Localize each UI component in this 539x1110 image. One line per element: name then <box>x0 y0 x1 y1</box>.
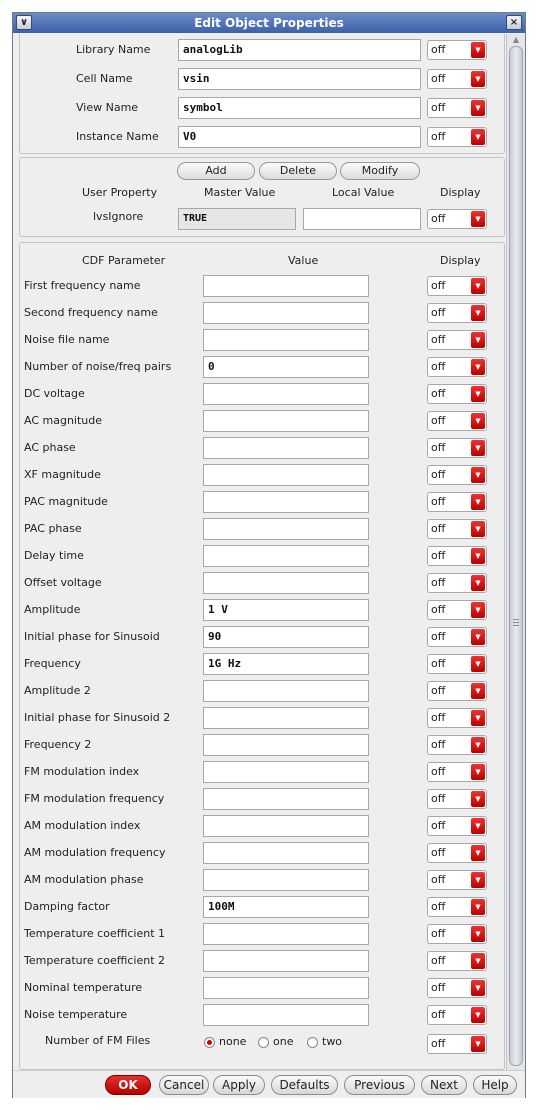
chevron-down-icon[interactable]: ▼ <box>471 602 485 618</box>
param-label: Frequency <box>24 657 81 670</box>
library-name-field[interactable]: analogLib <box>178 39 421 61</box>
param-display-select[interactable] <box>427 330 487 350</box>
display-value: off <box>431 738 446 751</box>
display-value: off <box>431 711 446 724</box>
display-value: off <box>431 684 446 697</box>
param-value-field[interactable]: 100M <box>203 896 369 918</box>
param-display-select[interactable] <box>427 654 487 674</box>
cell-name-display-select[interactable] <box>427 69 487 89</box>
display-value: off <box>431 846 446 859</box>
param-label: Frequency 2 <box>24 738 92 751</box>
param-label: Nominal temperature <box>24 981 143 994</box>
param-value-field[interactable] <box>203 977 369 999</box>
param-label: PAC phase <box>24 522 82 535</box>
chevron-down-icon[interactable]: ▼ <box>471 791 485 807</box>
display-value: off <box>431 333 446 346</box>
chevron-down-icon[interactable]: ▼ <box>471 71 485 87</box>
param-display-select[interactable] <box>427 492 487 512</box>
cdf-parameter-panel <box>19 242 505 1070</box>
param-label: Second frequency name <box>24 306 158 319</box>
param-label: AM modulation index <box>24 819 141 832</box>
master-value-field: TRUE <box>178 208 296 230</box>
display-value: off <box>431 792 446 805</box>
display-header: Display <box>440 254 481 267</box>
cdf-parameter-header: CDF Parameter <box>82 254 166 267</box>
chevron-down-icon[interactable]: ▼ <box>471 710 485 726</box>
param-label: Amplitude 2 <box>24 684 91 697</box>
chevron-down-icon[interactable]: ▼ <box>471 42 485 58</box>
param-display-select[interactable] <box>427 384 487 404</box>
instance-fields-panel <box>19 34 505 154</box>
next-button[interactable]: Next <box>421 1075 467 1095</box>
param-label: Temperature coefficient 2 <box>24 954 166 967</box>
param-display-select[interactable] <box>427 438 487 458</box>
view-name-field[interactable]: symbol <box>178 97 421 119</box>
fm-files-option-label[interactable]: two <box>322 1035 343 1048</box>
chevron-down-icon[interactable]: ▼ <box>471 899 485 915</box>
fm-files-label: Number of FM Files <box>45 1034 151 1047</box>
param-value-field[interactable]: 90 <box>203 626 369 648</box>
display-value: off <box>431 306 446 319</box>
display-value: off <box>431 819 446 832</box>
defaults-button[interactable]: Defaults <box>271 1075 338 1095</box>
param-value-field[interactable] <box>203 815 369 837</box>
param-value-field[interactable]: 1G Hz <box>203 653 369 675</box>
user-property-panel <box>19 157 505 237</box>
chevron-down-icon[interactable]: ▼ <box>471 129 485 145</box>
param-display-select[interactable] <box>427 681 487 701</box>
modify-button[interactable]: Modify <box>340 162 420 180</box>
param-value-field[interactable] <box>203 842 369 864</box>
param-display-select[interactable] <box>427 762 487 782</box>
display-value: off <box>431 212 446 225</box>
chevron-down-icon[interactable]: ▼ <box>471 467 485 483</box>
close-icon[interactable]: × <box>506 15 522 30</box>
param-display-select[interactable] <box>427 1005 487 1025</box>
param-value-field[interactable]: 1 V <box>203 599 369 621</box>
chevron-down-icon[interactable]: ▼ <box>471 305 485 321</box>
property-name-label: lvsIgnore <box>93 210 144 223</box>
param-value-field[interactable] <box>203 410 369 432</box>
param-value-field[interactable] <box>203 302 369 324</box>
param-display-select[interactable] <box>427 924 487 944</box>
display-value: off <box>431 657 446 670</box>
chevron-down-icon[interactable]: ▼ <box>471 1036 485 1052</box>
view-name-label: View Name <box>76 101 139 114</box>
chevron-down-icon[interactable]: ▼ <box>471 548 485 564</box>
param-value-field[interactable] <box>203 545 369 567</box>
display-value: off <box>431 873 446 886</box>
master-value-header: Master Value <box>204 186 276 199</box>
apply-button[interactable]: Apply <box>213 1075 265 1095</box>
param-value-field[interactable] <box>203 1004 369 1026</box>
edit-object-properties-window <box>12 12 526 1098</box>
user-property-header: User Property <box>82 186 158 199</box>
param-label: Offset voltage <box>24 576 102 589</box>
param-value-field[interactable] <box>203 680 369 702</box>
param-display-select[interactable] <box>427 870 487 890</box>
param-value-field[interactable] <box>203 761 369 783</box>
param-value-field[interactable] <box>203 491 369 513</box>
param-display-select[interactable] <box>427 357 487 377</box>
chevron-down-icon[interactable]: ▼ <box>471 629 485 645</box>
chevron-down-icon[interactable]: ▼ <box>471 953 485 969</box>
chevron-down-icon[interactable]: ▼ <box>471 818 485 834</box>
chevron-down-icon[interactable]: ▼ <box>471 656 485 672</box>
scroll-up-icon[interactable]: ▲ <box>512 35 520 44</box>
param-label: Temperature coefficient 1 <box>24 927 166 940</box>
param-display-select[interactable] <box>427 465 487 485</box>
chevron-down-icon[interactable]: ▼ <box>471 211 485 227</box>
fm-files-radio-none[interactable] <box>204 1037 215 1048</box>
param-label: Noise file name <box>24 333 110 346</box>
display-value: off <box>431 576 446 589</box>
ok-button[interactable]: OK <box>105 1075 151 1095</box>
window-titlebar <box>13 13 525 33</box>
instance-name-field[interactable]: V0 <box>178 126 421 148</box>
param-label: FM modulation frequency <box>24 792 165 805</box>
param-display-select[interactable] <box>427 627 487 647</box>
param-display-select[interactable] <box>427 735 487 755</box>
param-display-select[interactable] <box>427 816 487 836</box>
library-name-display-select[interactable] <box>427 40 487 60</box>
display-value: off <box>431 1008 446 1021</box>
dialog-button-bar <box>13 1070 525 1098</box>
local-value-header: Local Value <box>332 186 395 199</box>
param-display-select[interactable] <box>427 573 487 593</box>
param-label: AC magnitude <box>24 414 103 427</box>
chevron-down-icon[interactable]: ▼ <box>471 386 485 402</box>
chevron-down-icon[interactable]: ▼ <box>471 872 485 888</box>
instance-name-label: Instance Name <box>76 130 159 143</box>
param-value-field[interactable] <box>203 518 369 540</box>
chevron-down-icon[interactable]: ▼ <box>471 683 485 699</box>
param-display-select[interactable] <box>427 519 487 539</box>
fm-files-option-label[interactable]: none <box>219 1035 247 1048</box>
param-value-field[interactable] <box>203 437 369 459</box>
fm-files-display-select[interactable] <box>427 1034 487 1054</box>
chevron-down-icon[interactable]: ▼ <box>471 100 485 116</box>
param-value-field[interactable] <box>203 707 369 729</box>
chevron-down-icon[interactable]: ▼ <box>471 359 485 375</box>
fm-files-option-label[interactable]: one <box>273 1035 294 1048</box>
param-display-select[interactable] <box>427 546 487 566</box>
chevron-down-icon[interactable]: ▼ <box>471 332 485 348</box>
add-button[interactable]: Add <box>177 162 255 180</box>
display-value: off <box>431 927 446 940</box>
cell-name-field[interactable]: vsin <box>178 68 421 90</box>
param-display-select[interactable] <box>427 978 487 998</box>
chevron-down-icon[interactable]: ▼ <box>471 278 485 294</box>
param-display-select[interactable] <box>427 897 487 917</box>
param-label: FM modulation index <box>24 765 140 778</box>
param-label: DC voltage <box>24 387 85 400</box>
library-name-label: Library Name <box>76 43 151 56</box>
param-label: AM modulation frequency <box>24 846 166 859</box>
vertical-scrollbar[interactable] <box>506 34 525 1080</box>
param-label: Noise temperature <box>24 1008 128 1021</box>
param-value-field[interactable] <box>203 464 369 486</box>
chevron-down-icon[interactable]: ▼ <box>471 980 485 996</box>
param-value-field[interactable] <box>203 734 369 756</box>
fm-files-radio-two[interactable] <box>307 1037 318 1048</box>
chevron-down-icon[interactable]: ▼ <box>471 440 485 456</box>
param-value-field[interactable] <box>203 572 369 594</box>
param-value-field[interactable] <box>203 923 369 945</box>
param-value-field[interactable] <box>203 275 369 297</box>
chevron-down-icon[interactable]: ▼ <box>471 494 485 510</box>
param-value-field[interactable] <box>203 788 369 810</box>
window-menu-icon[interactable]: ∨ <box>16 15 32 30</box>
window-title: Edit Object Properties <box>194 16 344 30</box>
param-display-select[interactable] <box>427 708 487 728</box>
param-label: AM modulation phase <box>24 873 144 886</box>
display-value: off <box>431 981 446 994</box>
param-value-field[interactable] <box>203 950 369 972</box>
param-display-select[interactable] <box>427 951 487 971</box>
chevron-down-icon[interactable]: ▼ <box>471 926 485 942</box>
instance-name-display-select[interactable] <box>427 127 487 147</box>
display-header: Display <box>440 186 481 199</box>
param-label: Amplitude <box>24 603 81 616</box>
display-value: off <box>431 360 446 373</box>
display-value: off <box>431 43 446 56</box>
chevron-down-icon[interactable]: ▼ <box>471 413 485 429</box>
param-label: Delay time <box>24 549 84 562</box>
fm-files-radio-one[interactable] <box>258 1037 269 1048</box>
param-value-field[interactable] <box>203 869 369 891</box>
local-value-field[interactable] <box>303 208 421 230</box>
param-label: First frequency name <box>24 279 141 292</box>
param-label: Initial phase for Sinusoid 2 <box>24 711 171 724</box>
param-display-select[interactable] <box>427 411 487 431</box>
param-display-select[interactable] <box>427 303 487 323</box>
param-label: PAC magnitude <box>24 495 108 508</box>
param-display-select[interactable] <box>427 843 487 863</box>
display-value: off <box>431 441 446 454</box>
param-label: Number of noise/freq pairs <box>24 360 172 373</box>
display-value: off <box>431 414 446 427</box>
display-value: off <box>431 603 446 616</box>
chevron-down-icon[interactable]: ▼ <box>471 575 485 591</box>
form-scroll-area <box>13 34 525 1070</box>
display-value: off <box>431 954 446 967</box>
display-value: off <box>431 549 446 562</box>
param-display-select[interactable] <box>427 789 487 809</box>
view-name-display-select[interactable] <box>427 98 487 118</box>
value-header: Value <box>288 254 319 267</box>
chevron-down-icon[interactable]: ▼ <box>471 1007 485 1023</box>
display-value: off <box>431 900 446 913</box>
display-value: off <box>431 630 446 643</box>
chevron-down-icon[interactable]: ▼ <box>471 845 485 861</box>
display-value: off <box>431 1037 446 1050</box>
display-value: off <box>431 522 446 535</box>
display-value: off <box>431 101 446 114</box>
chevron-down-icon[interactable]: ▼ <box>471 764 485 780</box>
scrollbar-thumb[interactable] <box>509 46 523 1066</box>
chevron-down-icon[interactable]: ▼ <box>471 737 485 753</box>
param-label: Initial phase for Sinusoid <box>24 630 160 643</box>
display-value: off <box>431 130 446 143</box>
cell-name-label: Cell Name <box>76 72 133 85</box>
param-value-field[interactable] <box>203 383 369 405</box>
chevron-down-icon[interactable]: ▼ <box>471 521 485 537</box>
param-label: XF magnitude <box>24 468 101 481</box>
param-label: Damping factor <box>24 900 110 913</box>
display-value: off <box>431 72 446 85</box>
help-button[interactable]: Help <box>473 1075 517 1095</box>
param-value-field[interactable]: 0 <box>203 356 369 378</box>
display-value: off <box>431 468 446 481</box>
cancel-button[interactable]: Cancel <box>159 1075 209 1095</box>
param-label: AC phase <box>24 441 76 454</box>
display-value: off <box>431 765 446 778</box>
param-value-field[interactable] <box>203 329 369 351</box>
display-value: off <box>431 387 446 400</box>
delete-button[interactable]: Delete <box>259 162 337 180</box>
user-property-display-select[interactable] <box>427 209 487 229</box>
previous-button[interactable]: Previous <box>344 1075 415 1095</box>
param-display-select[interactable] <box>427 600 487 620</box>
display-value: off <box>431 495 446 508</box>
param-display-select[interactable] <box>427 276 487 296</box>
display-value: off <box>431 279 446 292</box>
